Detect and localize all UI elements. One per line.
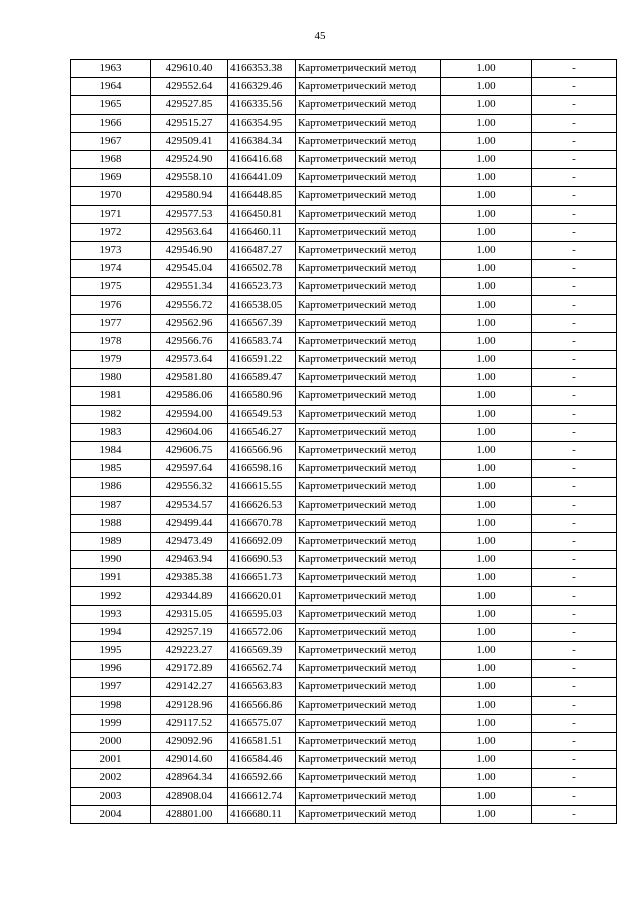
y-coordinate-cell: 4166569.39 xyxy=(228,642,296,660)
x-coordinate-cell: 429527.85 xyxy=(151,96,228,114)
description-cell: - xyxy=(532,478,617,496)
description-cell: - xyxy=(532,696,617,714)
method-cell: Картометрический метод xyxy=(296,787,441,805)
table-row xyxy=(71,642,617,660)
table-row xyxy=(71,150,617,168)
x-coordinate-cell: 429563.64 xyxy=(151,223,228,241)
point-number-cell: 1994 xyxy=(71,623,151,641)
point-number-cell: 2001 xyxy=(71,751,151,769)
method-cell: Картометрический метод xyxy=(296,751,441,769)
method-cell: Картометрический метод xyxy=(296,623,441,641)
table-row xyxy=(71,696,617,714)
table-row xyxy=(71,496,617,514)
x-coordinate-cell: 429534.57 xyxy=(151,496,228,514)
y-coordinate-cell: 4166567.39 xyxy=(228,314,296,332)
description-cell: - xyxy=(532,314,617,332)
x-coordinate-cell: 429562.96 xyxy=(151,314,228,332)
table-row xyxy=(71,751,617,769)
description-cell: - xyxy=(532,169,617,187)
method-cell: Картометрический метод xyxy=(296,460,441,478)
table-row xyxy=(71,478,617,496)
y-coordinate-cell: 4166353.38 xyxy=(228,60,296,78)
method-cell: Картометрический метод xyxy=(296,441,441,459)
table-row xyxy=(71,187,617,205)
table-row xyxy=(71,278,617,296)
method-cell: Картометрический метод xyxy=(296,296,441,314)
description-cell: - xyxy=(532,769,617,787)
description-cell: - xyxy=(532,332,617,350)
accuracy-cell: 1.00 xyxy=(441,169,532,187)
y-coordinate-cell: 4166563.83 xyxy=(228,678,296,696)
x-coordinate-cell: 428801.00 xyxy=(151,805,228,823)
point-number-cell: 1986 xyxy=(71,478,151,496)
accuracy-cell: 1.00 xyxy=(441,314,532,332)
x-coordinate-cell: 429556.32 xyxy=(151,478,228,496)
accuracy-cell: 1.00 xyxy=(441,423,532,441)
x-coordinate-cell: 429573.64 xyxy=(151,351,228,369)
x-coordinate-cell: 429594.00 xyxy=(151,405,228,423)
y-coordinate-cell: 4166589.47 xyxy=(228,369,296,387)
method-cell: Картометрический метод xyxy=(296,132,441,150)
point-number-cell: 1999 xyxy=(71,714,151,732)
method-cell: Картометрический метод xyxy=(296,532,441,550)
y-coordinate-cell: 4166566.86 xyxy=(228,696,296,714)
point-number-cell: 1987 xyxy=(71,496,151,514)
table-row xyxy=(71,223,617,241)
accuracy-cell: 1.00 xyxy=(441,751,532,769)
method-cell: Картометрический метод xyxy=(296,769,441,787)
accuracy-cell: 1.00 xyxy=(441,223,532,241)
table-row xyxy=(71,532,617,550)
method-cell: Картометрический метод xyxy=(296,496,441,514)
point-number-cell: 2002 xyxy=(71,769,151,787)
x-coordinate-cell: 429117.52 xyxy=(151,714,228,732)
point-number-cell: 1984 xyxy=(71,441,151,459)
method-cell: Картометрический метод xyxy=(296,660,441,678)
accuracy-cell: 1.00 xyxy=(441,96,532,114)
accuracy-cell: 1.00 xyxy=(441,114,532,132)
table-row xyxy=(71,423,617,441)
table-row xyxy=(71,369,617,387)
table-row xyxy=(71,296,617,314)
point-number-cell: 1976 xyxy=(71,296,151,314)
y-coordinate-cell: 4166690.53 xyxy=(228,551,296,569)
x-coordinate-cell: 429610.40 xyxy=(151,60,228,78)
x-coordinate-cell: 429546.90 xyxy=(151,241,228,259)
description-cell: - xyxy=(532,460,617,478)
description-cell: - xyxy=(532,351,617,369)
y-coordinate-cell: 4166450.81 xyxy=(228,205,296,223)
description-cell: - xyxy=(532,569,617,587)
y-coordinate-cell: 4166502.78 xyxy=(228,260,296,278)
y-coordinate-cell: 4166581.51 xyxy=(228,732,296,750)
x-coordinate-cell: 429172.89 xyxy=(151,660,228,678)
point-number-cell: 1992 xyxy=(71,587,151,605)
accuracy-cell: 1.00 xyxy=(441,787,532,805)
y-coordinate-cell: 4166598.16 xyxy=(228,460,296,478)
table-row xyxy=(71,460,617,478)
description-cell: - xyxy=(532,278,617,296)
method-cell: Картометрический метод xyxy=(296,314,441,332)
method-cell: Картометрический метод xyxy=(296,696,441,714)
description-cell: - xyxy=(532,678,617,696)
y-coordinate-cell: 4166523.73 xyxy=(228,278,296,296)
method-cell: Картометрический метод xyxy=(296,260,441,278)
table-row xyxy=(71,78,617,96)
description-cell: - xyxy=(532,787,617,805)
description-cell: - xyxy=(532,805,617,823)
accuracy-cell: 1.00 xyxy=(441,642,532,660)
description-cell: - xyxy=(532,60,617,78)
point-number-cell: 1983 xyxy=(71,423,151,441)
description-cell: - xyxy=(532,714,617,732)
x-coordinate-cell: 429604.06 xyxy=(151,423,228,441)
x-coordinate-cell: 429580.94 xyxy=(151,187,228,205)
y-coordinate-cell: 4166692.09 xyxy=(228,532,296,550)
x-coordinate-cell: 429556.72 xyxy=(151,296,228,314)
description-cell: - xyxy=(532,296,617,314)
point-number-cell: 1971 xyxy=(71,205,151,223)
x-coordinate-cell: 429315.05 xyxy=(151,605,228,623)
table-row xyxy=(71,314,617,332)
x-coordinate-cell: 429581.80 xyxy=(151,369,228,387)
description-cell: - xyxy=(532,150,617,168)
y-coordinate-cell: 4166670.78 xyxy=(228,514,296,532)
x-coordinate-cell: 429552.64 xyxy=(151,78,228,96)
method-cell: Картометрический метод xyxy=(296,205,441,223)
accuracy-cell: 1.00 xyxy=(441,532,532,550)
method-cell: Картометрический метод xyxy=(296,514,441,532)
point-number-cell: 1997 xyxy=(71,678,151,696)
y-coordinate-cell: 4166615.55 xyxy=(228,478,296,496)
accuracy-cell: 1.00 xyxy=(441,278,532,296)
description-cell: - xyxy=(532,369,617,387)
x-coordinate-cell: 429515.27 xyxy=(151,114,228,132)
y-coordinate-cell: 4166416.68 xyxy=(228,150,296,168)
method-cell: Картометрический метод xyxy=(296,278,441,296)
x-coordinate-cell: 429586.06 xyxy=(151,387,228,405)
accuracy-cell: 1.00 xyxy=(441,569,532,587)
table-row xyxy=(71,623,617,641)
method-cell: Картометрический метод xyxy=(296,714,441,732)
table-row xyxy=(71,787,617,805)
x-coordinate-cell: 429509.41 xyxy=(151,132,228,150)
accuracy-cell: 1.00 xyxy=(441,623,532,641)
x-coordinate-cell: 429014.60 xyxy=(151,751,228,769)
point-number-cell: 1988 xyxy=(71,514,151,532)
y-coordinate-cell: 4166591.22 xyxy=(228,351,296,369)
method-cell: Картометрический метод xyxy=(296,642,441,660)
y-coordinate-cell: 4166335.56 xyxy=(228,96,296,114)
point-number-cell: 1974 xyxy=(71,260,151,278)
x-coordinate-cell: 429473.49 xyxy=(151,532,228,550)
table-row xyxy=(71,387,617,405)
y-coordinate-cell: 4166620.01 xyxy=(228,587,296,605)
accuracy-cell: 1.00 xyxy=(441,351,532,369)
point-number-cell: 1972 xyxy=(71,223,151,241)
method-cell: Картометрический метод xyxy=(296,96,441,114)
coordinates-table xyxy=(70,59,617,824)
accuracy-cell: 1.00 xyxy=(441,132,532,150)
table-row xyxy=(71,569,617,587)
description-cell: - xyxy=(532,260,617,278)
coordinates-table-body xyxy=(71,60,617,824)
page-number: 45 xyxy=(314,30,326,42)
x-coordinate-cell: 429128.96 xyxy=(151,696,228,714)
accuracy-cell: 1.00 xyxy=(441,678,532,696)
y-coordinate-cell: 4166460.11 xyxy=(228,223,296,241)
point-number-cell: 1965 xyxy=(71,96,151,114)
accuracy-cell: 1.00 xyxy=(441,332,532,350)
accuracy-cell: 1.00 xyxy=(441,405,532,423)
method-cell: Картометрический метод xyxy=(296,587,441,605)
description-cell: - xyxy=(532,78,617,96)
point-number-cell: 1991 xyxy=(71,569,151,587)
accuracy-cell: 1.00 xyxy=(441,769,532,787)
accuracy-cell: 1.00 xyxy=(441,714,532,732)
accuracy-cell: 1.00 xyxy=(441,387,532,405)
description-cell: - xyxy=(532,441,617,459)
x-coordinate-cell: 429344.89 xyxy=(151,587,228,605)
accuracy-cell: 1.00 xyxy=(441,696,532,714)
table-row xyxy=(71,96,617,114)
y-coordinate-cell: 4166546.27 xyxy=(228,423,296,441)
x-coordinate-cell: 429223.27 xyxy=(151,642,228,660)
point-number-cell: 2003 xyxy=(71,787,151,805)
y-coordinate-cell: 4166441.09 xyxy=(228,169,296,187)
y-coordinate-cell: 4166538.05 xyxy=(228,296,296,314)
point-number-cell: 2004 xyxy=(71,805,151,823)
y-coordinate-cell: 4166592.66 xyxy=(228,769,296,787)
method-cell: Картометрический метод xyxy=(296,332,441,350)
table-row xyxy=(71,660,617,678)
accuracy-cell: 1.00 xyxy=(441,587,532,605)
description-cell: - xyxy=(532,732,617,750)
method-cell: Картометрический метод xyxy=(296,423,441,441)
method-cell: Картометрический метод xyxy=(296,732,441,750)
table-row xyxy=(71,60,617,78)
table-row xyxy=(71,514,617,532)
description-cell: - xyxy=(532,642,617,660)
description-cell: - xyxy=(532,187,617,205)
accuracy-cell: 1.00 xyxy=(441,551,532,569)
y-coordinate-cell: 4166626.53 xyxy=(228,496,296,514)
table-row xyxy=(71,132,617,150)
table-row xyxy=(71,405,617,423)
point-number-cell: 1967 xyxy=(71,132,151,150)
y-coordinate-cell: 4166575.07 xyxy=(228,714,296,732)
point-number-cell: 1996 xyxy=(71,660,151,678)
accuracy-cell: 1.00 xyxy=(441,460,532,478)
y-coordinate-cell: 4166562.74 xyxy=(228,660,296,678)
point-number-cell: 1995 xyxy=(71,642,151,660)
y-coordinate-cell: 4166680.11 xyxy=(228,805,296,823)
description-cell: - xyxy=(532,587,617,605)
method-cell: Картометрический метод xyxy=(296,551,441,569)
x-coordinate-cell: 429142.27 xyxy=(151,678,228,696)
method-cell: Картометрический метод xyxy=(296,369,441,387)
method-cell: Картометрический метод xyxy=(296,169,441,187)
accuracy-cell: 1.00 xyxy=(441,441,532,459)
accuracy-cell: 1.00 xyxy=(441,78,532,96)
accuracy-cell: 1.00 xyxy=(441,514,532,532)
accuracy-cell: 1.00 xyxy=(441,260,532,278)
description-cell: - xyxy=(532,605,617,623)
description-cell: - xyxy=(532,96,617,114)
method-cell: Картометрический метод xyxy=(296,187,441,205)
table-row xyxy=(71,332,617,350)
accuracy-cell: 1.00 xyxy=(441,732,532,750)
point-number-cell: 1964 xyxy=(71,78,151,96)
table-row xyxy=(71,551,617,569)
accuracy-cell: 1.00 xyxy=(441,369,532,387)
x-coordinate-cell: 429558.10 xyxy=(151,169,228,187)
accuracy-cell: 1.00 xyxy=(441,187,532,205)
y-coordinate-cell: 4166329.46 xyxy=(228,78,296,96)
table-row xyxy=(71,678,617,696)
table-row xyxy=(71,732,617,750)
x-coordinate-cell: 429597.64 xyxy=(151,460,228,478)
description-cell: - xyxy=(532,205,617,223)
point-number-cell: 1968 xyxy=(71,150,151,168)
point-number-cell: 1985 xyxy=(71,460,151,478)
method-cell: Картометрический метод xyxy=(296,605,441,623)
table-row xyxy=(71,241,617,259)
x-coordinate-cell: 429463.94 xyxy=(151,551,228,569)
method-cell: Картометрический метод xyxy=(296,351,441,369)
point-number-cell: 1982 xyxy=(71,405,151,423)
description-cell: - xyxy=(532,551,617,569)
point-number-cell: 1970 xyxy=(71,187,151,205)
method-cell: Картометрический метод xyxy=(296,569,441,587)
x-coordinate-cell: 429577.53 xyxy=(151,205,228,223)
table-row xyxy=(71,114,617,132)
description-cell: - xyxy=(532,241,617,259)
y-coordinate-cell: 4166448.85 xyxy=(228,187,296,205)
table-row xyxy=(71,260,617,278)
description-cell: - xyxy=(532,660,617,678)
description-cell: - xyxy=(532,532,617,550)
table-row xyxy=(71,714,617,732)
table-row xyxy=(71,587,617,605)
x-coordinate-cell: 429545.04 xyxy=(151,260,228,278)
y-coordinate-cell: 4166651.73 xyxy=(228,569,296,587)
x-coordinate-cell: 429551.34 xyxy=(151,278,228,296)
y-coordinate-cell: 4166487.27 xyxy=(228,241,296,259)
description-cell: - xyxy=(532,405,617,423)
y-coordinate-cell: 4166549.53 xyxy=(228,405,296,423)
description-cell: - xyxy=(532,223,617,241)
point-number-cell: 1980 xyxy=(71,369,151,387)
point-number-cell: 1966 xyxy=(71,114,151,132)
accuracy-cell: 1.00 xyxy=(441,296,532,314)
table-row xyxy=(71,441,617,459)
x-coordinate-cell: 429566.76 xyxy=(151,332,228,350)
x-coordinate-cell: 429499.44 xyxy=(151,514,228,532)
point-number-cell: 1989 xyxy=(71,532,151,550)
y-coordinate-cell: 4166612.74 xyxy=(228,787,296,805)
table-row xyxy=(71,805,617,823)
point-number-cell: 1993 xyxy=(71,605,151,623)
accuracy-cell: 1.00 xyxy=(441,241,532,259)
accuracy-cell: 1.00 xyxy=(441,496,532,514)
table-row xyxy=(71,605,617,623)
point-number-cell: 1977 xyxy=(71,314,151,332)
table-row xyxy=(71,351,617,369)
y-coordinate-cell: 4166384.34 xyxy=(228,132,296,150)
accuracy-cell: 1.00 xyxy=(441,205,532,223)
x-coordinate-cell: 428908.04 xyxy=(151,787,228,805)
y-coordinate-cell: 4166354.95 xyxy=(228,114,296,132)
x-coordinate-cell: 429385.38 xyxy=(151,569,228,587)
table-row xyxy=(71,769,617,787)
method-cell: Картометрический метод xyxy=(296,223,441,241)
description-cell: - xyxy=(532,496,617,514)
x-coordinate-cell: 429257.19 xyxy=(151,623,228,641)
description-cell: - xyxy=(532,623,617,641)
table-row xyxy=(71,205,617,223)
description-cell: - xyxy=(532,751,617,769)
description-cell: - xyxy=(532,387,617,405)
accuracy-cell: 1.00 xyxy=(441,60,532,78)
description-cell: - xyxy=(532,114,617,132)
point-number-cell: 1978 xyxy=(71,332,151,350)
x-coordinate-cell: 428964.34 xyxy=(151,769,228,787)
point-number-cell: 1990 xyxy=(71,551,151,569)
description-cell: - xyxy=(532,423,617,441)
point-number-cell: 1998 xyxy=(71,696,151,714)
x-coordinate-cell: 429524.90 xyxy=(151,150,228,168)
description-cell: - xyxy=(532,132,617,150)
point-number-cell: 1981 xyxy=(71,387,151,405)
y-coordinate-cell: 4166583.74 xyxy=(228,332,296,350)
accuracy-cell: 1.00 xyxy=(441,805,532,823)
point-number-cell: 1975 xyxy=(71,278,151,296)
accuracy-cell: 1.00 xyxy=(441,478,532,496)
method-cell: Картометрический метод xyxy=(296,150,441,168)
description-cell: - xyxy=(532,514,617,532)
point-number-cell: 1979 xyxy=(71,351,151,369)
y-coordinate-cell: 4166584.46 xyxy=(228,751,296,769)
method-cell: Картометрический метод xyxy=(296,387,441,405)
y-coordinate-cell: 4166580.96 xyxy=(228,387,296,405)
method-cell: Картометрический метод xyxy=(296,405,441,423)
accuracy-cell: 1.00 xyxy=(441,660,532,678)
point-number-cell: 1973 xyxy=(71,241,151,259)
x-coordinate-cell: 429606.75 xyxy=(151,441,228,459)
method-cell: Картометрический метод xyxy=(296,60,441,78)
accuracy-cell: 1.00 xyxy=(441,150,532,168)
point-number-cell: 1969 xyxy=(71,169,151,187)
y-coordinate-cell: 4166566.96 xyxy=(228,441,296,459)
y-coordinate-cell: 4166572.06 xyxy=(228,623,296,641)
method-cell: Картометрический метод xyxy=(296,241,441,259)
x-coordinate-cell: 429092.96 xyxy=(151,732,228,750)
table-row xyxy=(71,169,617,187)
method-cell: Картометрический метод xyxy=(296,114,441,132)
method-cell: Картометрический метод xyxy=(296,78,441,96)
accuracy-cell: 1.00 xyxy=(441,605,532,623)
point-number-cell: 2000 xyxy=(71,732,151,750)
method-cell: Картометрический метод xyxy=(296,478,441,496)
y-coordinate-cell: 4166595.03 xyxy=(228,605,296,623)
method-cell: Картометрический метод xyxy=(296,678,441,696)
point-number-cell: 1963 xyxy=(71,60,151,78)
method-cell: Картометрический метод xyxy=(296,805,441,823)
